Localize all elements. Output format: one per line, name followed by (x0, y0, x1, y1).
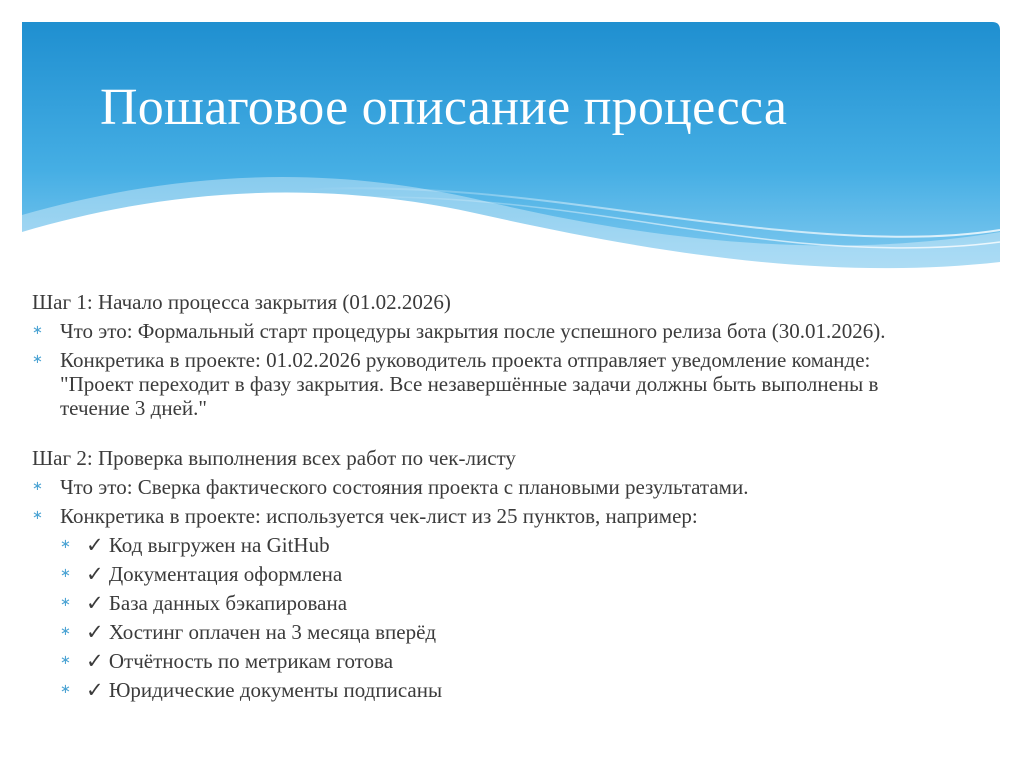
step-1-item-text: Конкретика в проекте: 01.02.2026 руководитель проекта отправляет уведомление команде: "Проект переходит в фазу закрытия. Все незавершённые задачи должны быть выполнены в течение 3 дней." (60, 348, 879, 420)
step-2 (32, 446, 912, 702)
step-2-item-text: Конкретика в проекте: используется чек-лист из 25 пунктов, например: (60, 504, 698, 528)
step-2-item (32, 475, 912, 499)
bullet-icon: ∗ (32, 352, 43, 367)
spacer (32, 420, 912, 446)
slide-title: Пошаговое описание процесса (100, 79, 788, 136)
step-1 (32, 290, 912, 420)
step-2-title: Шаг 2: Проверка выполнения всех работ по чек-листу (32, 446, 516, 470)
header-wave-background (0, 0, 1024, 300)
checklist-item (32, 591, 912, 615)
bullet-icon: ∗ (60, 537, 71, 552)
checklist-item (32, 678, 912, 702)
checklist-item (32, 620, 912, 644)
step-2-item-text: Что это: Сверка фактического состояния проекта с плановыми результатами. (60, 475, 749, 499)
step-1-item (32, 348, 912, 420)
bullet-icon: ∗ (60, 624, 71, 639)
bullet-icon: ∗ (60, 682, 71, 697)
bullet-icon: ∗ (60, 653, 71, 668)
slide-content (32, 290, 912, 702)
checklist-item-text: ✓ База данных бэкапирована (86, 591, 348, 615)
bullet-icon: ∗ (32, 323, 43, 338)
bullet-icon: ∗ (32, 508, 43, 523)
step-1-title: Шаг 1: Начало процесса закрытия (01.02.2026) (32, 290, 451, 314)
step-1-item-text: Что это: Формальный старт процедуры закрытия после успешного релиза бота (30.01.2026). (60, 319, 886, 343)
checklist-item-text: ✓ Код выгружен на GitHub (86, 533, 330, 557)
step-1-item (32, 319, 912, 343)
checklist-item (32, 649, 912, 673)
step-2-item (32, 504, 912, 528)
checklist-item (32, 562, 912, 586)
checklist-item-text: ✓ Документация оформлена (86, 562, 343, 586)
bullet-icon: ∗ (32, 479, 43, 494)
bullet-icon: ∗ (60, 566, 71, 581)
bullet-icon: ∗ (60, 595, 71, 610)
checklist-item-text: ✓ Хостинг оплачен на 3 месяца вперёд (86, 620, 437, 644)
checklist-item (32, 533, 912, 557)
checklist-item-text: ✓ Отчётность по метрикам готова (86, 649, 394, 673)
checklist-item-text: ✓ Юридические документы подписаны (86, 678, 443, 702)
